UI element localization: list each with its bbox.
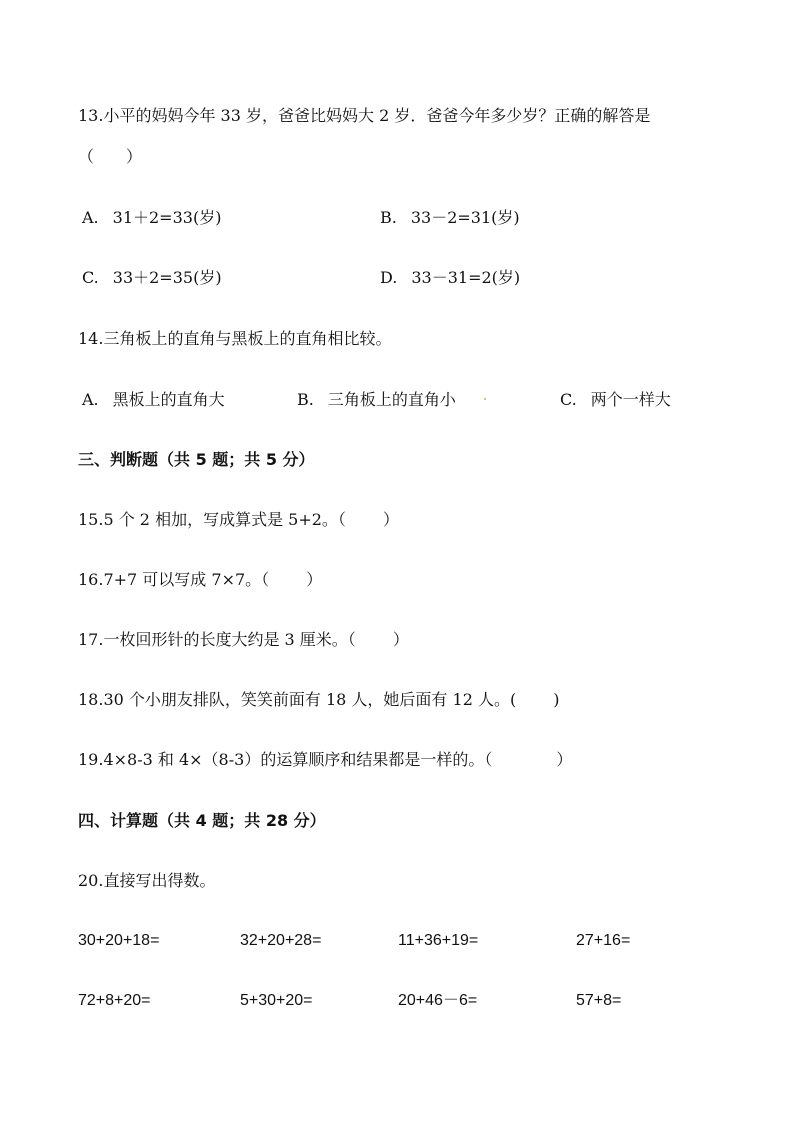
calc-item: 72+8+20= (78, 992, 151, 1009)
q14-option-a-text: 黑板上的直角大 (112, 390, 225, 409)
q13-option-b-text: 33－2=31(岁) (410, 208, 520, 227)
question-15: 15.5 个 2 相加，写成算式是 5+2。（ ） (78, 510, 400, 529)
calc-item: 27+16= (576, 932, 631, 949)
q14-option-c-text: 两个一样大 (590, 390, 671, 409)
q14-option-c (560, 389, 671, 411)
question-14-text: 14.三角板上的直角与黑板上的直角相比较。 (78, 329, 392, 348)
calc-item: 5+30+20= (240, 992, 313, 1009)
q13-option-a-text: 31＋2=33(岁) (112, 208, 222, 227)
q13-option-a-label: A. (82, 208, 99, 227)
calc-item: 11+36+19= (398, 932, 479, 949)
q13-option-d (380, 267, 520, 289)
question-13-text: 13.小平的妈妈今年 33 岁，爸爸比妈妈大 2 岁．爸爸今年多少岁？正确的解答是 (78, 106, 651, 125)
calc-item: 32+20+28= (240, 932, 322, 949)
calc-item: 57+8= (576, 992, 622, 1009)
question-18: 18.30 个小朋友排队，笑笑前面有 18 人，她后面有 12 人。( ) (78, 690, 560, 709)
question-17: 17.一枚回形针的长度大约是 3 厘米。（ ） (78, 630, 409, 649)
q13-option-d-text: 33－31=2(岁) (411, 268, 521, 287)
q13-option-c-text: 33＋2=35(岁) (112, 268, 222, 287)
q13-option-b (380, 207, 520, 229)
q14-option-b (297, 389, 456, 411)
section-4-heading: 四、计算题（共 4 题；共 28 分） (78, 811, 326, 830)
q14-option-b-text: 三角板上的直角小 (327, 390, 456, 409)
q13-option-c (82, 267, 222, 289)
question-19: 19.4×8-3 和 4×（8-3）的运算顺序和结果都是一样的。（ ） (78, 750, 573, 769)
q14-option-a-label: A. (82, 390, 99, 409)
question-13-blank: （ ） (78, 147, 143, 166)
q13-option-a (82, 207, 221, 229)
q13-option-d-label: D. (380, 268, 398, 287)
q13-option-b-label: B. (380, 208, 397, 227)
q14-option-b-label: B. (297, 390, 314, 409)
section-3-heading: 三、判断题（共 5 题；共 5 分） (78, 450, 315, 469)
question-16: 16.7+7 可以写成 7×7。（ ） (78, 570, 323, 589)
q14-option-a (82, 389, 225, 411)
stray-dot (484, 398, 486, 400)
q14-option-c-label: C. (560, 390, 577, 409)
question-20-text: 20.直接写出得数。 (78, 871, 216, 890)
calc-item: 20+46－6= (398, 992, 478, 1009)
calc-item: 30+20+18= (78, 932, 160, 949)
q13-option-c-label: C. (82, 268, 99, 287)
